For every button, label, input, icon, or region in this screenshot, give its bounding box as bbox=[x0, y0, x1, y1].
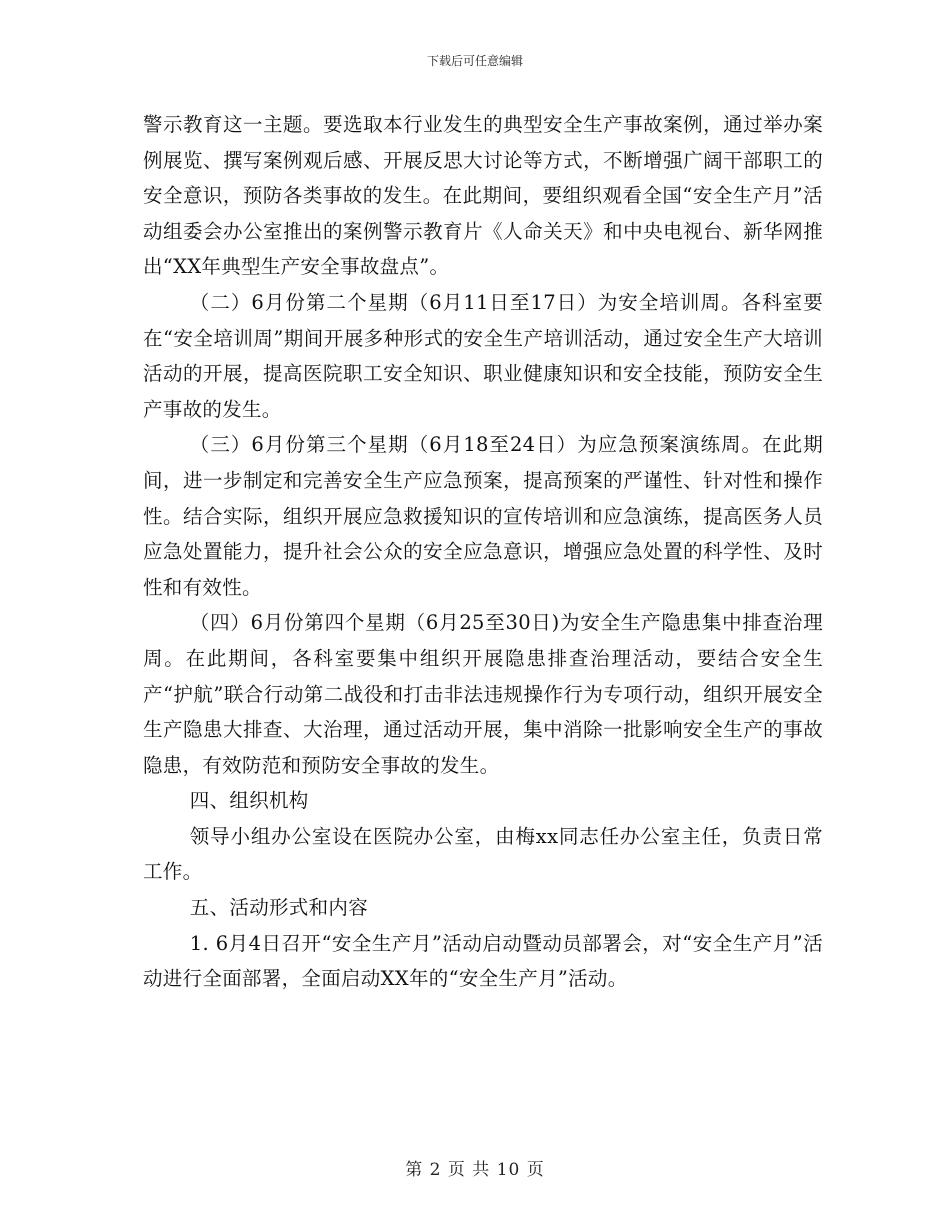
paragraph-warning-education: 警示教育这一主题。要选取本行业发生的典型安全生产事故案例，通过举办案例展览、撰写案例观后感、开展反思大讨论等方式，不断增强广阔干部职工的安全意识，预防各类事故的发生。在此期间，要组织观看全国“安全生产月”活动组委会办公室推出的案例警示教育片《人命关天》和中央电视台、新华网推出“XX年典型生产安全事故盘点”。 bbox=[143, 113, 823, 279]
page-header-note: 下载后可任意编辑 bbox=[426, 54, 523, 68]
paragraph-leadership-office: 领导小组办公室设在医院办公室，由梅xx同志任办公室主任，负责日常工作。 bbox=[143, 824, 823, 884]
page-number-footer: 第 2 页 共 10 页 bbox=[405, 1160, 545, 1180]
document-body bbox=[143, 107, 823, 997]
section-heading-organization: 四、组织机构 bbox=[189, 789, 309, 813]
section-heading-activity-forms: 五、活动形式和内容 bbox=[189, 896, 368, 920]
paragraph-emergency-drill-week: （三）6月份第三个星期（6月18至24日）为应急预案演练周。在此期间，进一步制定和完善安全生产应急预案，提高预案的严谨性、针对性和操作性。结合实际，组织开展应急救援知识的宣传培训和应急演练，提高医务人员应急处置能力，提升社会公众的安全应急意识，增强应急处置的科学性、及时性和有效性。 bbox=[143, 433, 823, 599]
paragraph-safety-training-week: （二）6月份第二个星期（6月11日至17日）为安全培训周。各科室要在“安全培训周”期间开展多种形式的安全生产培训活动，通过安全生产大培训活动的开展，提高医院职工安全知识、职业健康知识和安全技能，预防安全生产事故的发生。 bbox=[143, 290, 823, 421]
paragraph-kickoff-meeting: 1. 6月4日召开“安全生产月”活动启动暨动员部署会，对“安全生产月”活动进行全面部署，全面启动XX年的“安全生产月”活动。 bbox=[143, 931, 823, 991]
paragraph-hazard-inspection-week: （四）6月份第四个星期（6月25至30日)为安全生产隐患集中排查治理周。在此期间，各科室要集中组织开展隐患排查治理活动，要结合安全生产“护航”联合行动第二战役和打击非法违规操作行为专项行动，组织开展安全生产隐患大排查、大治理，通过活动开展，集中消除一批影响安全生产的事故隐患，有效防范和预防安全事故的发生。 bbox=[143, 611, 823, 777]
